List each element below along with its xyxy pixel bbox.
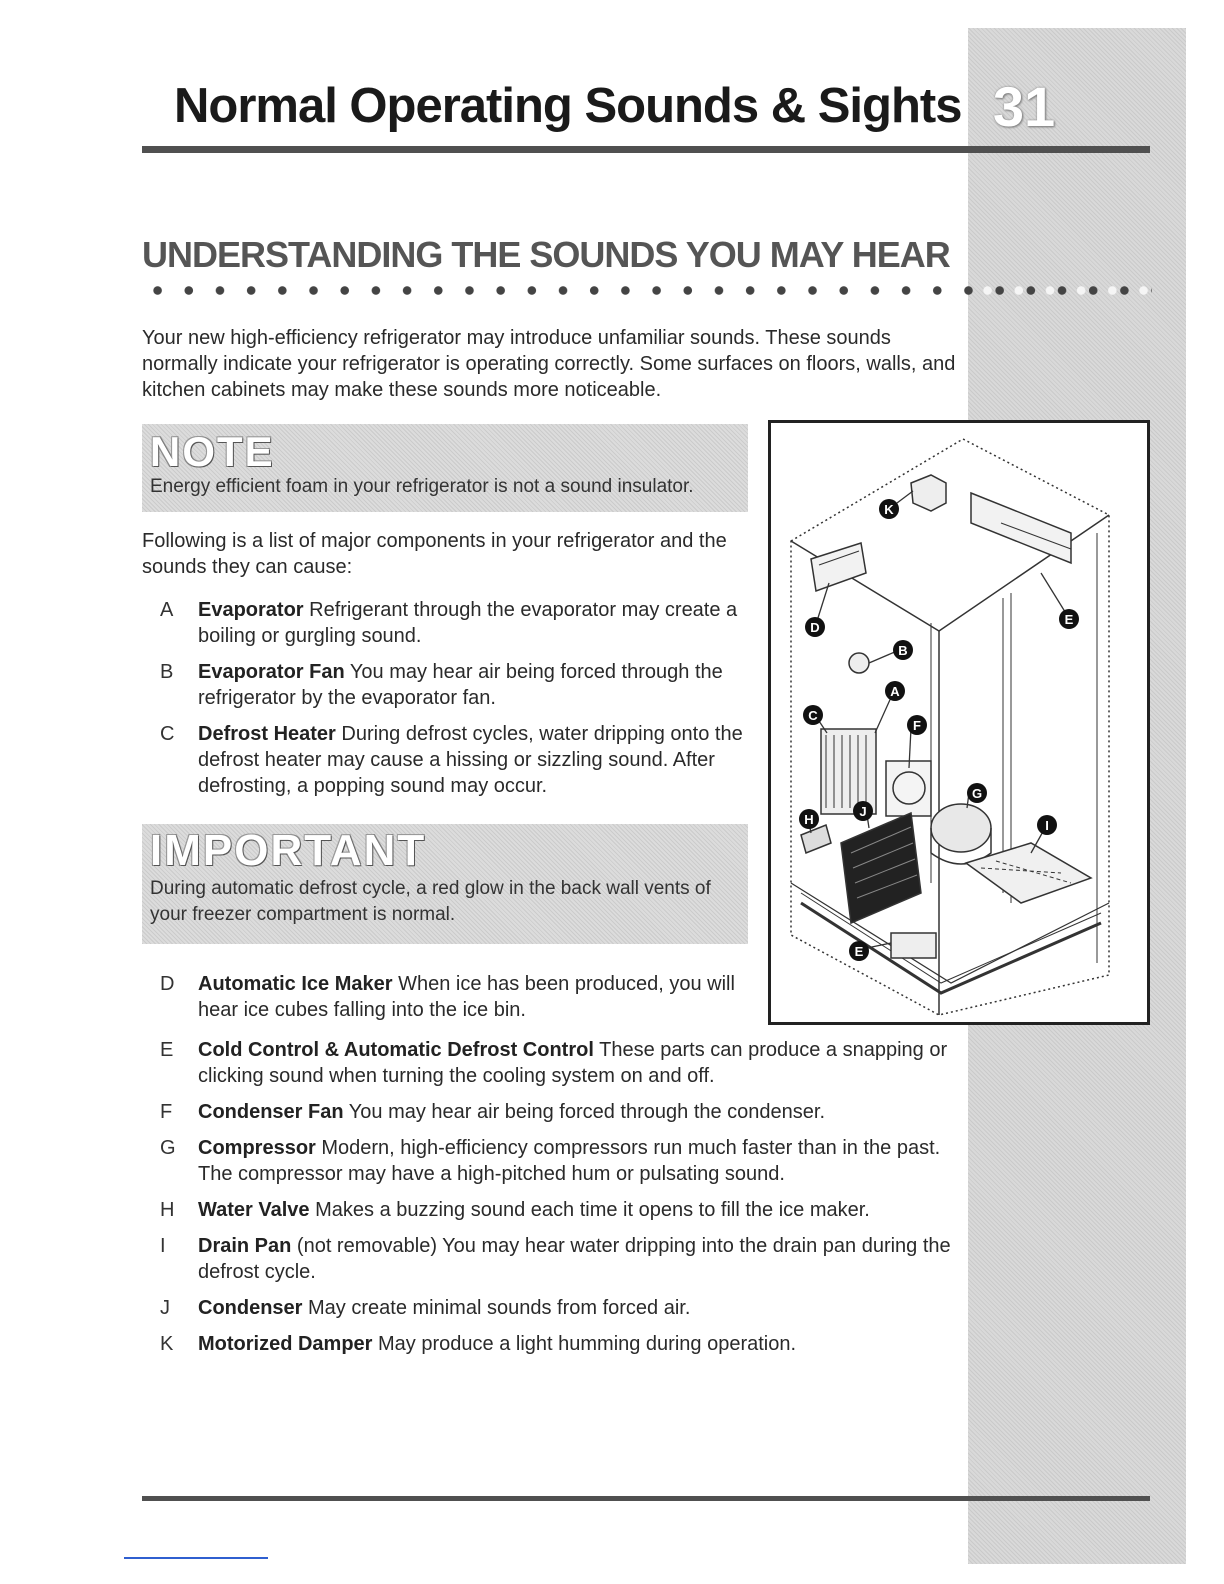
item-name: Evaporator — [198, 599, 304, 621]
list-item — [160, 659, 750, 711]
important-box — [142, 824, 748, 944]
item-name: Drain Pan — [198, 1235, 292, 1257]
item-name: Water Valve — [198, 1199, 310, 1221]
item-description: Refrigerant through the evaporator may create a boiling or gurgling sound. — [198, 599, 738, 647]
components-intro: Following is a list of major components in your refrigerator and the sounds they can cause: — [142, 530, 727, 578]
item-letter: A — [160, 599, 174, 621]
callout-j-label: J — [859, 804, 867, 819]
item-letter: C — [160, 723, 175, 745]
callout-e-label: E — [1064, 612, 1074, 627]
component-list-middle — [160, 971, 750, 1033]
header-rule — [142, 146, 1150, 153]
item-letter: H — [160, 1199, 175, 1221]
item-name: Condenser Fan — [198, 1101, 344, 1123]
callout-k-label: K — [884, 502, 894, 517]
item-letter: D — [160, 973, 175, 995]
list-item — [160, 1135, 960, 1187]
component-list-bottom — [160, 1037, 960, 1367]
callout-i-label: I — [1045, 818, 1049, 833]
item-name: Defrost Heater — [198, 723, 336, 745]
callout-j — [853, 801, 873, 821]
item-letter: B — [160, 661, 174, 683]
callout-a — [885, 681, 905, 701]
item-description: During defrost cycles, water dripping onto the defrost heater may cause a hissing or sizzling sound. After defrosting, a popping sound may occur. — [198, 723, 743, 797]
callout-h-label: H — [804, 812, 814, 827]
list-item — [160, 1233, 960, 1285]
callout-e-bottom — [849, 941, 869, 961]
footer-link-underline — [124, 1557, 268, 1559]
list-item — [160, 1037, 960, 1089]
callout-k — [879, 499, 899, 519]
footer-rule — [142, 1496, 1150, 1501]
item-description: May produce a light humming during operation. — [372, 1333, 797, 1355]
list-item — [160, 1099, 960, 1125]
list-item — [160, 1331, 960, 1357]
list-item — [160, 721, 750, 799]
note-title: NOTE — [150, 428, 275, 475]
item-name: Motorized Damper — [198, 1333, 373, 1355]
page-title: Normal Operating Sounds & Sights — [174, 79, 962, 133]
list-item — [160, 1197, 960, 1223]
callout-f-label: F — [913, 718, 921, 733]
component-list-top — [160, 597, 750, 809]
item-name: Condenser — [198, 1297, 303, 1319]
intro-paragraph: Your new high-efficiency refrigerator may introduce unfamiliar sounds. These sounds normally indicate your refrigerator is operating correctly. Some surfaces on floors, walls, and kitchen cabinets may make these sounds more noticeable. — [142, 327, 956, 401]
callout-h — [799, 809, 819, 829]
dotted-divider-tab — [972, 286, 1152, 295]
callout-f — [907, 715, 927, 735]
item-description: When ice has been produced, you will hear ice cubes falling into the ice bin. — [198, 973, 735, 1021]
callout-d-label: D — [810, 620, 820, 635]
callout-e-bottom-label: E — [854, 944, 864, 959]
callout-b — [893, 640, 913, 660]
item-description: (not removable) You may hear water dripping into the drain pan during the defrost cycle. — [198, 1235, 951, 1283]
callout-d — [805, 617, 825, 637]
callout-g-label: G — [971, 786, 983, 801]
callout-c — [803, 705, 823, 725]
section-heading: UNDERSTANDING THE SOUNDS YOU MAY HEAR — [142, 234, 950, 275]
note-box — [142, 424, 748, 512]
list-item — [160, 971, 750, 1023]
callout-i — [1037, 815, 1057, 835]
item-description: You may hear air being forced through the condenser. — [343, 1101, 826, 1123]
item-name: Cold Control & Automatic Defrost Control — [198, 1039, 594, 1061]
callout-a-label: A — [890, 684, 900, 699]
item-description: Makes a buzzing sound each time it opens to fill the ice maker. — [309, 1199, 870, 1221]
item-letter: G — [160, 1137, 176, 1159]
important-title: IMPORTANT — [150, 826, 427, 875]
item-letter: F — [160, 1101, 173, 1123]
refrigerator-diagram — [768, 420, 1150, 1025]
item-description: You may hear air being forced through the refrigerator by the evaporator fan. — [198, 661, 723, 709]
page-number: 31 — [992, 75, 1056, 138]
item-letter: I — [160, 1235, 166, 1257]
note-text: Energy efficient foam in your refrigerator is not a sound insulator. — [150, 476, 694, 497]
item-letter: E — [160, 1039, 174, 1061]
callout-c-label: C — [808, 708, 818, 723]
list-item — [160, 1295, 960, 1321]
item-letter: K — [160, 1333, 174, 1355]
item-name: Compressor — [198, 1137, 316, 1159]
callout-b-label: B — [898, 643, 908, 658]
important-text: During automatic defrost cycle, a red glow in the back wall vents of your freezer compartment is normal. — [150, 878, 711, 925]
item-name: Evaporator Fan — [198, 661, 345, 683]
item-description: Modern, high-efficiency compressors run much faster than in the past. The compressor may have a high-pitched hum or pulsating sound. — [198, 1137, 941, 1185]
callout-g — [967, 783, 987, 803]
item-description: These parts can produce a snapping or clicking sound when turning the cooling system on and off. — [198, 1039, 948, 1087]
callout-e — [1059, 609, 1079, 629]
item-description: May create minimal sounds from forced air. — [302, 1297, 691, 1319]
item-letter: J — [160, 1297, 170, 1319]
item-name: Automatic Ice Maker — [198, 973, 393, 995]
refrigerator-cabinet-illustration — [791, 439, 1109, 1015]
list-item — [160, 597, 750, 649]
